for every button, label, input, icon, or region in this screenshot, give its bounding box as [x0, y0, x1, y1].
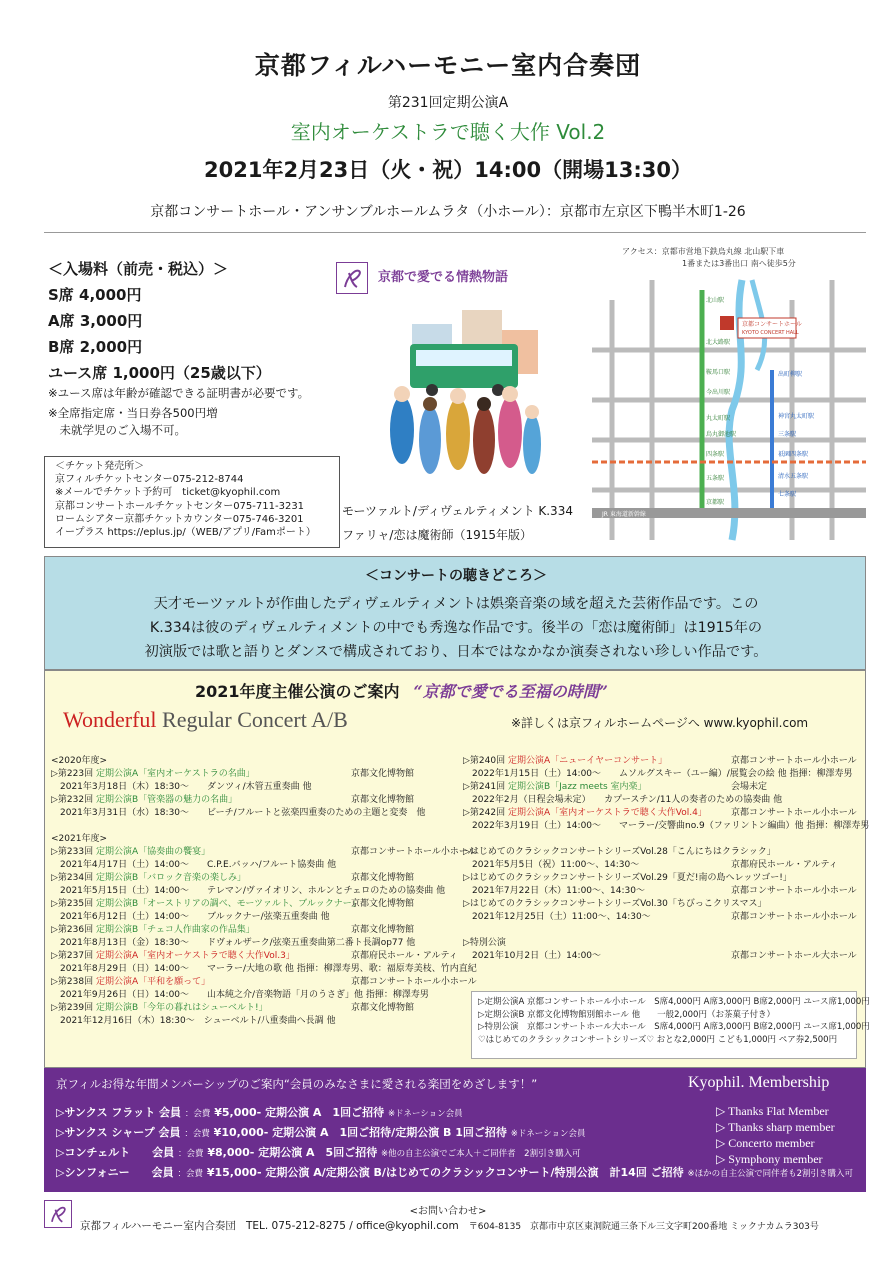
schedule-text: ▷第237回: [51, 951, 94, 961]
ticket-note: ※ユース席は年齢が確認できる証明書が必要です。: [48, 386, 310, 400]
schedule-text: ▷第235回: [51, 899, 94, 909]
schedule-venue: 京都コンサートホール小ホール: [731, 912, 857, 922]
membership-note: ※ほかの自主公演で同伴者も2割引き購入可: [687, 1169, 854, 1179]
program-item: モーツァルト/ディヴェルティメント K.334: [342, 504, 573, 518]
schedule-venue: 京都文化博物館: [351, 795, 415, 805]
contact-label: <お問い合わせ>: [409, 1206, 487, 1217]
venue-line: 京都コンサートホール・アンサンブルホールムラタ（小ホール）：京都市左京区下鴨半木町1-26: [150, 204, 746, 220]
map-station: 烏丸御池駅: [706, 431, 737, 438]
schedule-venue: 京都コンサートホール小ホール: [351, 977, 477, 987]
schedule-program-title: 定期公演A「平和を願って」: [93, 977, 211, 987]
schedule-program-title: 定期公演B「管楽器の魅力の名曲」: [93, 795, 238, 805]
schedule-text: 2021年10月2日（土）14:00～: [463, 951, 602, 961]
highlight-section: [44, 556, 866, 670]
series-title: [63, 707, 348, 733]
season-heading: [195, 679, 608, 702]
schedule-text: ▷第241回: [463, 782, 506, 792]
map-access-line: アクセス：京都市営地下鉄烏丸線 北山駅下車: [622, 247, 785, 256]
schedule-row: [51, 755, 455, 768]
schedule-program-title: 定期公演A「室内オーケストラの名曲」: [93, 769, 255, 779]
map-station: 四条駅: [706, 451, 725, 458]
highlight-title: ＜コンサートの聴きどころ＞: [365, 568, 547, 584]
header-divider: [44, 232, 866, 233]
schedule-text: 2021年9月26日（日）14:00～ 山本純之介/音楽物語「月のうさぎ」他 指揮：柳澤寿男: [51, 990, 429, 1000]
map-hall-label-en: KYOTO CONCERT HALL: [742, 330, 799, 336]
schedule-row: [51, 846, 477, 859]
schedule-text: 2022年3月19日（土）14:00～ マーラー/交響曲no.9（ファリントン編曲）他 指揮：柳澤寿男: [463, 821, 870, 831]
program-item: ファリャ/恋は魔術師（1915年版）: [342, 528, 532, 542]
highlight-text: 天才モーツァルトが作曲したディヴェルティメントは娯楽音楽の域を超えた芸術作品です。この: [153, 596, 759, 612]
membership-note: ※ドネーション会員: [510, 1129, 586, 1139]
schedule-row: [51, 1015, 455, 1028]
map-station: 神宮丸太町駅: [778, 413, 815, 420]
schedule-left: [51, 755, 477, 1028]
schedule-row: [463, 768, 863, 781]
map-station: 鞍馬口駅: [706, 369, 731, 376]
membership-fee-label: ：会費: [177, 1169, 203, 1179]
summary-line: ▷特別公演 京都コンサートホール大ホール S席4,000円 A席3,000円 B席2,000円 ユース席1,000円: [478, 1022, 870, 1032]
schedule-text: ▷はじめてのクラシックコンサートシリーズVol.29「夏だ!南の島へレッツゴー!」: [463, 873, 792, 883]
schedule-program-title: 定期公演B「今年の暮れはシューベルト!」: [93, 1003, 268, 1013]
schedule-text: 2021年5月5日（祝）11:00～、14:30～: [463, 860, 640, 870]
membership-section: [44, 1068, 866, 1192]
schedule-row: [463, 859, 863, 872]
map-rail-label: JR 東海道新幹線: [602, 511, 646, 518]
schedule-program-title: 定期公演B「バロック音楽の楽しみ」: [93, 873, 246, 883]
schedule-text: 2022年1月15日（土）14:00～ ムソルグスキー（ユー編）/展覧会の絵 他 指揮：柳澤寿男: [463, 769, 853, 779]
membership-en-item: ▷ Thanks sharp member: [716, 1120, 835, 1134]
footer-address: 〒604-8135 京都市中京区東洞院通三条下ル三文字町200番地 ミックナカムラ303号: [468, 1222, 819, 1232]
schedule-row: [463, 794, 863, 807]
promo-slogan: 京都で愛でる情熱物語: [378, 270, 509, 285]
map-station: 北大路駅: [706, 339, 731, 346]
schedule-venue: 京都コンサートホール小ホール: [351, 847, 477, 857]
schedule-text: 2021年3月31日（水）18:30～ ビーチ/フルートと弦楽四重奏のための主題と変奏 他: [51, 808, 426, 818]
schedule-row: [463, 924, 863, 937]
schedule-row: [463, 898, 863, 911]
schedule-text: 2021年7月22日（木）11:00～、14:30～: [463, 886, 645, 896]
footer-org: 京都フィルハーモニー室内合奏団: [80, 1220, 236, 1232]
membership-benefit: 定期公演 A/定期公演 B/はじめてのクラシックコンサート/特別公演 計14回 ご招待: [265, 1166, 684, 1179]
street-illustration-image: [382, 300, 542, 492]
concert-title: 室内オーケストラで聴く大作 Vol.2: [290, 120, 606, 144]
membership-note: ※ドネーション会員: [387, 1109, 463, 1119]
schedule-row: [463, 872, 863, 885]
schedule-text: ▷第236回: [51, 925, 94, 935]
schedule-row: [463, 807, 863, 820]
seller-line: ロームシアター京都チケットカウンター075-746-3201: [55, 513, 304, 525]
schedule-row: [463, 820, 870, 833]
map-hall-label: 京都コンサートホール: [742, 321, 802, 328]
schedule-venue: 京都コンサートホール小ホール: [731, 886, 857, 896]
highlight-text: K.334は彼のディヴェルティメントの中でも秀逸な作品です。後半の「恋は魔術師」は1915年の: [149, 620, 763, 636]
schedule-row: [463, 950, 863, 963]
schedule-program-title: 定期公演A「室内オーケストラで聴く大作Vol.4」: [505, 808, 707, 818]
seller-line: 京都コンサートホールチケットセンター075-711-3231: [55, 500, 305, 512]
schedule-row: [51, 950, 458, 963]
schedule-row: [51, 781, 455, 794]
footer-line: [80, 1218, 819, 1233]
membership-fee: ¥8,000-: [207, 1146, 255, 1159]
schedule-text: ▷第238回: [51, 977, 94, 987]
map-station: 祇園四条駅: [778, 451, 809, 458]
membership-fee: ¥15,000-: [206, 1166, 262, 1179]
map-station: 京都駅: [706, 499, 725, 506]
detail-link[interactable]: ※詳しくは京フィルホームページへ www.kyophil.com: [511, 716, 809, 730]
schedule-program-title: 定期公演B「オーストリアの調べ、モーツァルト、ブルックナー」: [93, 899, 361, 909]
schedule-right: [463, 755, 870, 963]
schedule-venue: 京都文化博物館: [351, 873, 415, 883]
schedule-text: 2022年2月（日程会場未定） カプースチン/11人の奏者のための協奏曲 他: [463, 795, 783, 805]
schedule-program-title: 定期公演A「室内オーケストラで聴く大作Vol.3」: [93, 951, 295, 961]
price-s: S席 4,000円: [48, 286, 142, 304]
schedule-text: 2021年4月17日（土）14:00～ C.P.E.バッハ/フルート協奏曲 他: [51, 860, 337, 870]
price-youth: ユース席 1,000円（25歳以下）: [48, 364, 271, 382]
map-station: 三条駅: [778, 431, 797, 438]
map-station: 清水五条駅: [778, 473, 809, 480]
season-heading-text: 2021年度主催公演のご案内: [195, 682, 400, 701]
concert-number: 第231回定期公演A: [387, 95, 509, 111]
season-slogan: “京都で愛でる至福の時間”: [413, 682, 608, 701]
membership-name: ▷シンフォニー 会員: [56, 1166, 174, 1179]
schedule-row: [51, 807, 455, 820]
membership-heading: 京フィルお得な年間メンバーシップのご案内“会員のみなさまに愛される楽団をめざします！”: [56, 1077, 538, 1091]
ticket-heading: ＜入場料（前売・税込）＞: [48, 260, 229, 278]
schedule-text: 2021年6月12日（土）14:00～ ブルックナー/弦楽五重奏曲 他: [51, 912, 330, 922]
schedule-text: <2021年度>: [51, 834, 107, 844]
schedule-text: ▷第234回: [51, 873, 94, 883]
membership-en-item: ▷ Symphony member: [716, 1152, 823, 1166]
series-title-rest: Regular Concert A/B: [162, 707, 348, 732]
ticket-sellers-box: [44, 456, 340, 548]
membership-name: ▷サンクス シャープ 会員: [56, 1126, 181, 1139]
schedule-row: [463, 885, 863, 898]
schedule-text: ▷第242回: [463, 808, 506, 818]
schedule-text: 2021年8月29日（日）14:00～ マーラー/大地の歌 他 指揮：柳澤寿男、歌：福原寿美枝、竹内直紀: [51, 964, 477, 974]
seller-line: ※メールでチケット予約可 ticket@kyophil.com: [55, 487, 281, 499]
schedule-text: ▷第233回: [51, 847, 94, 857]
schedule-text: <2020年度>: [51, 756, 107, 766]
map-station: 五条駅: [706, 475, 725, 482]
schedule-row: [51, 768, 455, 781]
kyophil-logo-icon: [336, 262, 368, 294]
summary-line: ▷定期公演B 京都文化博物館別館ホール 他 一般2,000円（お茶菓子付き）: [478, 1009, 775, 1020]
membership-title-en: Kyophil. Membership: [688, 1074, 830, 1091]
schedule-row: [51, 963, 477, 976]
membership-benefit: 定期公演 A 1回ご招待: [265, 1106, 385, 1119]
price-b: B席 2,000円: [48, 338, 143, 356]
map-station: 出町柳駅: [778, 371, 803, 378]
schedule-program-title: 定期公演B「Jazz meets 室内楽」: [505, 782, 647, 792]
schedule-row: [463, 755, 863, 768]
price-a: A席 3,000円: [48, 312, 143, 330]
map-station: 七条駅: [778, 491, 797, 498]
membership-name: ▷コンチェルト 会員: [56, 1146, 175, 1159]
schedule-text: 2021年3月18日（木）18:30～ ダンツィ/木管五重奏曲 他: [51, 782, 312, 792]
ticket-note: ※全席指定席・当日券各500円増: [48, 406, 218, 420]
schedule-row: [463, 781, 863, 794]
schedule-row: [51, 976, 477, 989]
schedule-text: ▷特別公演: [463, 938, 506, 948]
membership-note: ※他の自主公演でご本人＋ご同伴者 2割引き購入可: [381, 1149, 581, 1159]
schedule-row: [51, 898, 455, 911]
schedule-row: [51, 833, 455, 846]
schedule-venue: 会場未定: [731, 782, 768, 792]
schedule-row: [463, 937, 863, 950]
schedule-venue: 京都府民ホール・アルティ: [731, 860, 838, 870]
schedule-row: [51, 859, 455, 872]
membership-fee: ¥10,000-: [213, 1126, 269, 1139]
kyophil-logo-icon: [44, 1200, 72, 1228]
schedule-text: ▷はじめてのクラシックコンサートシリーズVol.30「ちびっこクリスマス」: [463, 899, 767, 909]
schedule-venue: 京都府民ホール・アルティ: [351, 951, 458, 961]
membership-name: ▷サンクス フラット 会員: [56, 1106, 182, 1119]
highlight-text: 初演版では歌と語りとダンスで構成されており、日本ではなかなか演奏されない珍しい作品です。: [144, 644, 768, 660]
season-section: [44, 670, 870, 1068]
seller-line: イープラス https://eplus.jp/（WEB/アプリ/Famポート）: [55, 527, 316, 539]
schedule-row: [51, 872, 455, 885]
schedule-venue: 京都コンサートホール小ホール: [731, 756, 857, 766]
membership-row: [56, 1144, 581, 1160]
schedule-program-title: 定期公演A「ニューイヤーコンサート」: [505, 756, 668, 766]
membership-fee-label: ：会費: [184, 1129, 210, 1139]
schedule-row: [51, 924, 455, 937]
concert-date: 2021年2月23日（火・祝）14:00（開場13:30）: [204, 158, 692, 182]
membership-fee-label: ：会費: [184, 1109, 211, 1119]
schedule-venue: 京都文化博物館: [351, 899, 415, 909]
schedule-text: ▷はじめてのクラシックコンサートシリーズVol.28「こんにちはクラシック」: [463, 847, 776, 857]
schedule-text: ▷第223回: [51, 769, 94, 779]
price-summary-box: [471, 991, 870, 1059]
map-station: 丸太町駅: [706, 415, 731, 422]
schedule-row: [51, 911, 455, 924]
schedule-row: [51, 1002, 455, 1015]
schedule-program-title: 定期公演B「チェコ人作曲家の作品集」: [93, 925, 255, 935]
schedule-text: 2021年12月25日（土）11:00～、14:30～: [463, 912, 651, 922]
membership-benefit: 定期公演 A 5回ご招待: [258, 1146, 378, 1159]
membership-en-item: ▷ Thanks Flat Member: [716, 1104, 829, 1118]
membership-en-item: ▷ Concerto member: [716, 1136, 815, 1150]
map-station: 北山駅: [706, 297, 725, 304]
schedule-row: [463, 911, 863, 924]
schedule-row: [463, 833, 863, 846]
schedule-text: 2021年12月16日（木）18:30～ シューベルト/八重奏曲ヘ長調 他: [51, 1016, 336, 1026]
schedule-venue: 京都文化博物館: [351, 769, 415, 779]
schedule-venue: 京都文化博物館: [351, 925, 415, 935]
schedule-row: [51, 885, 455, 898]
schedule-text: 2021年5月15日（土）14:00～ テレマン/ヴァイオリン、ホルンとチェロのための協奏曲 他: [51, 886, 446, 896]
schedule-text: ▷第232回: [51, 795, 94, 805]
schedule-row: [51, 989, 455, 1002]
schedule-venue: 京都コンサートホール大ホール: [731, 951, 857, 961]
footer-contact[interactable]: TEL. 075-212-8275 / office@kyophil.com: [245, 1220, 459, 1232]
schedule-venue: 京都コンサートホール小ホール: [731, 808, 857, 818]
schedule-row: [51, 820, 455, 833]
map-access-line: 1番または3番出口 南へ徒歩5分: [682, 259, 796, 268]
summary-line: ▷定期公演A 京都コンサートホール小ホール S席4,000円 A席3,000円 B席2,000円 ユース席1,000円: [478, 997, 870, 1007]
schedule-text: ▷第240回: [463, 756, 506, 766]
schedule-row: [51, 937, 455, 950]
schedule-row: [463, 846, 863, 859]
membership-fee-label: ：会費: [177, 1149, 204, 1159]
map-station: 今出川駅: [706, 389, 731, 396]
membership-row: [56, 1104, 463, 1120]
schedule-row: [51, 794, 455, 807]
membership-row: [56, 1124, 585, 1140]
membership-benefit: 定期公演 A 1回ご招待/定期公演 B 1回ご招待: [272, 1126, 507, 1139]
schedule-text: ▷第239回: [51, 1003, 94, 1013]
ticket-note: 未就学児のご入場不可。: [48, 423, 186, 437]
series-title-wonderful: Wonderful: [63, 707, 157, 732]
seller-line: 京フィルチケットセンター075-212-8744: [55, 474, 244, 486]
org-title: 京都フィルハーモニー室内合奏団: [254, 51, 642, 80]
access-map: [592, 240, 866, 546]
summary-line: ♡はじめてのクラシックコンサートシリーズ♡ おとな2,000円 こども1,000円 ペア券2,500円: [478, 1034, 838, 1045]
schedule-text: 2021年8月13日（金）18:30～ ドヴォルザーク/弦楽五重奏曲第二番ト長調op77 他: [51, 938, 416, 948]
membership-fee: ¥5,000-: [214, 1106, 262, 1119]
schedule-program-title: 定期公演A「協奏曲の饗宴」: [93, 847, 211, 857]
sellers-heading: ＜チケット発売所＞: [55, 461, 145, 472]
schedule-venue: 京都文化博物館: [351, 1003, 415, 1013]
